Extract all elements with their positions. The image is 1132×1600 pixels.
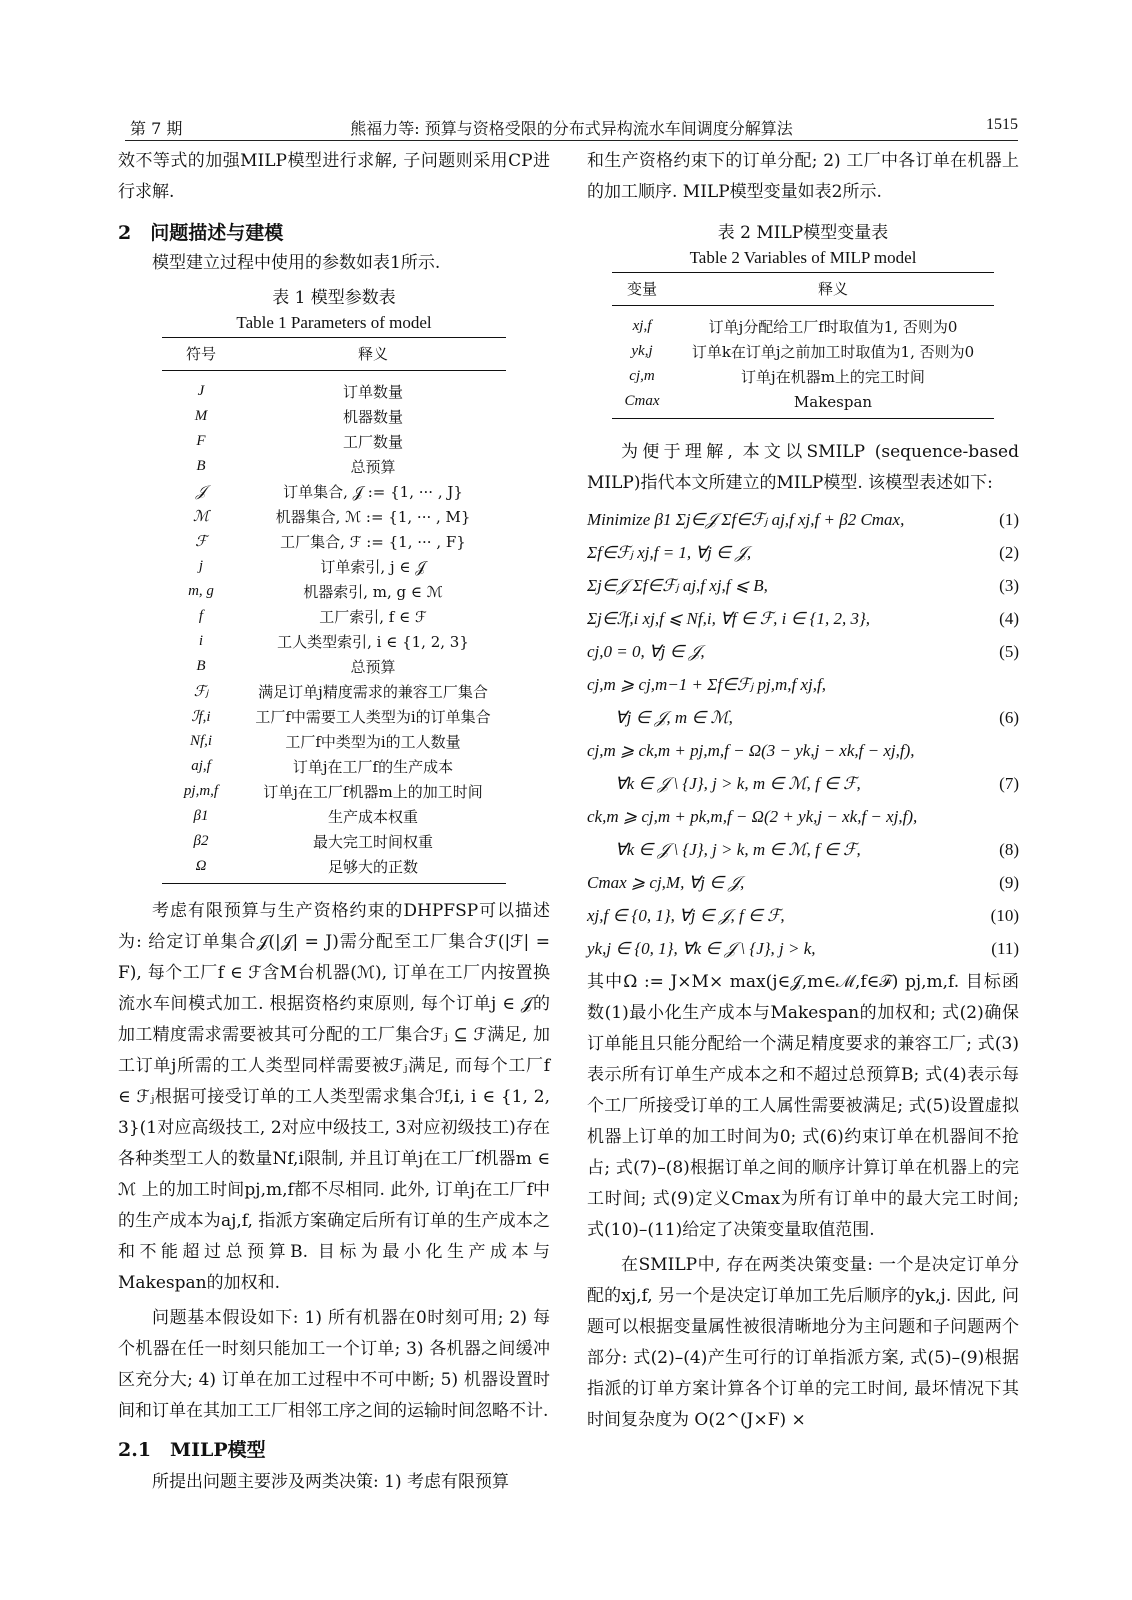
table-1-symbol-cell: F	[196, 433, 206, 449]
table-1-symbol-cell: pj,m,f	[183, 783, 219, 799]
decisions-paragraph: 所提出问题主要涉及两类决策: 1) 考虑有限预算	[152, 1472, 509, 1492]
table-1-symbol-cell: aj,f	[191, 758, 211, 774]
table-1-desc-cell: 工厂f中类型为i的工人数量	[285, 733, 461, 751]
table-1-desc-cell: 足够大的正数	[240, 854, 506, 884]
running-title: 熊福力等: 预算与资格受限的分布式异构流水车间调度分解算法	[350, 119, 793, 138]
table-row	[162, 779, 506, 804]
table-row	[162, 529, 506, 554]
table-2-caption-en: Table 2 Variables of MILP model	[689, 248, 917, 267]
equation-number: (5)	[999, 642, 1019, 661]
table-2-caption-cn: 表 2 MILP模型变量表	[717, 223, 889, 243]
table-1-symbol-cell: ℳ	[192, 509, 210, 525]
table-row	[162, 454, 506, 479]
table-row	[162, 829, 506, 854]
equation-body: cj,m ⩾ ck,m + pj,m,f − Ω(3 − yk,j − xk,f − xj,f),	[587, 741, 915, 760]
equation	[587, 635, 1019, 668]
table-row	[162, 754, 506, 779]
page-number: 1515	[986, 116, 1018, 133]
table-row	[162, 554, 506, 579]
table-2-symbol-cell: yk,j	[631, 343, 653, 359]
running-header	[125, 116, 1018, 138]
table-row	[162, 804, 506, 829]
table-1-symbol-cell: ℱ	[195, 534, 207, 550]
table-1-symbol-cell: m, g	[188, 583, 214, 599]
table-1-desc-cell: 订单数量	[342, 383, 403, 401]
table-1-header-desc: 释义	[240, 338, 506, 371]
table-2-symbol-cell: Cmax	[612, 389, 672, 419]
table-1-symbol-cell: Nf,i	[189, 733, 213, 749]
header-rule	[125, 140, 1018, 141]
table-2-header-desc: 释义	[672, 273, 994, 306]
equation	[587, 800, 1019, 833]
table-1-symbol-cell: β1	[193, 808, 209, 824]
equation-body: cj,0 = 0, ∀j ∈ 𝒥,	[587, 642, 705, 661]
table-1-symbol-cell: β2	[193, 833, 209, 849]
equation	[587, 503, 1019, 536]
decision-variables-paragraph: 在SMILP中, 存在两类决策变量: 一个是决定订单分配的xj,f, 另一个是决定订单加工先后顺序的yk,j. 因此, 问题可以根据变量属性被很清晰地分为主问题和子问题两个部分: 式(2)–(4)产生可行的订单指派方案, 式(5)–(9)根据指派的订单方案计算各个订单的完工时间, 最坏情况下其时间复杂度为 O(2^(J×F) ×	[587, 1255, 1019, 1430]
equation-body: Σj∈ℐf,i xj,f ⩽ Nf,i, ∀f ∈ ℱ, i ∈ {1, 2, 3},	[587, 609, 870, 628]
table-1	[118, 285, 550, 884]
equation-number: (3)	[999, 576, 1019, 595]
equation-number: (1)	[999, 510, 1019, 529]
table-1-desc-cell: 总预算	[350, 458, 396, 476]
table-row	[612, 306, 994, 340]
table-1-desc-cell: 工厂f中需要工人类型为i的订单集合	[255, 708, 491, 726]
table-1-desc-cell: 订单集合, 𝒥 := {1, ··· , J}	[283, 483, 463, 501]
equation-number: (7)	[999, 774, 1019, 793]
table-1-desc-cell: 机器数量	[342, 408, 403, 426]
section-2-title: 2 问题描述与建模	[118, 222, 284, 244]
table-row	[162, 854, 506, 884]
table-1-body	[162, 371, 506, 884]
equation-body: Minimize β1 Σj∈𝒥 Σf∈ℱⱼ aj,f xj,f + β2 Cmax,	[587, 510, 905, 529]
equation-body: cj,m ⩾ cj,m−1 + Σf∈ℱⱼ pj,m,f xj,f,	[587, 675, 826, 694]
table-row	[612, 364, 994, 389]
table-1-desc-cell: 订单j在工厂f机器m上的加工时间	[263, 783, 483, 801]
equation-body: ∀k ∈ 𝒥 \ {J}, j > k, m ∈ ℳ, f ∈ ℱ,	[615, 840, 861, 859]
equation	[587, 701, 1019, 734]
table-row	[612, 389, 994, 419]
equation	[587, 668, 1019, 701]
table-row	[162, 704, 506, 729]
equation-block	[587, 503, 1019, 965]
table-1-symbol-cell: J	[197, 383, 205, 399]
equation-number: (2)	[999, 543, 1019, 562]
table-1-symbol-cell: M	[194, 408, 208, 424]
equation	[587, 866, 1019, 899]
equation	[587, 602, 1019, 635]
equation	[587, 833, 1019, 866]
table-2-desc-cell: 订单k在订单j之前加工时取值为1, 否则为0	[691, 343, 975, 361]
table-1-symbol-cell: 𝒥	[195, 483, 207, 500]
equation	[587, 536, 1019, 569]
table-row	[162, 679, 506, 704]
table-1-symbol-cell: f	[198, 608, 204, 624]
table-1-desc-cell: 生产成本权重	[327, 808, 418, 826]
table-row	[162, 629, 506, 654]
equation-number: (11)	[991, 939, 1019, 958]
table-2-body	[612, 306, 994, 419]
table-row	[162, 729, 506, 754]
table-1-desc-cell: 工厂索引, f ∈ ℱ	[319, 608, 427, 626]
equation	[587, 899, 1019, 932]
equation-explanation-paragraph: 其中Ω := J×M× max(j∈𝒥,m∈ℳ,f∈ℱ) pj,m,f. 目标函数(1)最小化生产成本与Makespan的加权和; 式(2)确保订单能且只能分配给一个满足精度要求的兼容工厂; 式(3)表示所有订单生产成本之和不超过总预算B; 式(4)表示每个工厂所接受订单的工人属性需要被满足; 式(5)设置虚拟机器上订单的加工时间为0; 式(6)约束订单在机器间不抢占; 式(7)–(8)根据订单之间的顺序计算订单在机器上的完工时间; 式(9)定义Cmax为所有订单中的最大完工时间; 式(10)–(11)给定了决策变量取值范围.	[587, 972, 1019, 1240]
section-2-1-title: 2.1 MILP模型	[118, 1439, 266, 1461]
section-2-lead: 模型建立过程中使用的参数如表1所示.	[152, 253, 441, 273]
table-2-symbol-cell: cj,m	[629, 368, 655, 384]
equation-body: yk,j ∈ {0, 1}, ∀k ∈ 𝒥 \ {J}, j > k,	[587, 939, 816, 958]
table-1-symbol-cell: B	[196, 658, 206, 674]
table-row	[162, 504, 506, 529]
equation-body: ∀k ∈ 𝒥 \ {J}, j > k, m ∈ ℳ, f ∈ ℱ,	[615, 774, 861, 793]
smilp-intro-paragraph: 为便于理解, 本文以SMILP (sequence-based MILP)指代本文所建立的MILP模型. 该模型表述如下:	[587, 442, 1019, 493]
table-row	[162, 429, 506, 454]
table-row	[162, 654, 506, 679]
problem-description-paragraph: 考虑有限预算与生产资格约束的DHPFSP可以描述为: 给定订单集合𝒥(|𝒥| = J)需分配至工厂集合ℱ(|ℱ| = F), 每个工厂f ∈ ℱ含M台机器(ℳ), 订单在工厂内按置换流水车间模式加工. 根据资格约束原则, 每个订单j ∈ 𝒥的加工精度需求需要被其可分配的工厂集合ℱⱼ ⊆ ℱ满足, 加工订单j所需的工人类型同样需要被ℱⱼ满足, 而每个工厂f ∈ ℱⱼ根据可接受订单的工人类型需求集合ℐf,i, i ∈ {1, 2, 3}(1对应高级技工, 2对应中级技工, 3对应初级技工)存在各种类型工人的数量Nf,i限制, 并且订单j在工厂f机器m ∈ ℳ 上的加工时间pj,m,f都不尽相同. 此外, 订单j在工厂f中的生产成本为aj,f, 指派方案确定后所有订单的生产成本之和不能超过总预算B. 目标为最小化生产成本与Makespan的加权和.	[118, 901, 550, 1293]
table-2-desc-cell: 订单j分配给工厂f时取值为1, 否则为0	[708, 318, 958, 336]
table-1-desc-cell: 工人类型索引, i ∈ {1, 2, 3}	[277, 633, 469, 651]
table-row	[612, 339, 994, 364]
table-2-header-variable: 变量	[612, 273, 672, 306]
table-1-desc-cell: 机器集合, ℳ := {1, ··· , M}	[275, 508, 471, 526]
table-1-symbol-cell: j	[198, 558, 204, 574]
table-1-desc-cell: 工厂数量	[342, 433, 403, 451]
equation-body: ck,m ⩾ cj,m + pk,m,f − Ω(2 + yk,j − xk,f − xj,f),	[587, 807, 918, 826]
assumptions-paragraph: 问题基本假设如下: 1) 所有机器在0时刻可用; 2) 每个机器在任一时刻只能加工一个订单; 3) 各机器之间缓冲区充分大; 4) 订单在加工过程中不可中断; 5) 机器设置时间和订单在其加工工厂相邻工序之间的运输时间忽略不计.	[118, 1308, 550, 1421]
table-1-desc-cell: 满足订单j精度需求的兼容工厂集合	[258, 683, 488, 701]
table-1-desc-cell: 最大完工时间权重	[312, 833, 433, 851]
intro-paragraph: 效不等式的加强MILP模型进行求解, 子问题则采用CP进行求解.	[118, 151, 550, 202]
table-1-symbol-cell: i	[198, 633, 204, 649]
table-1-caption-cn: 表 1 模型参数表	[272, 288, 396, 308]
table-2-desc-cell: 订单j在机器m上的完工时间	[741, 368, 925, 386]
table-1-desc-cell: 机器索引, m, g ∈ ℳ	[303, 583, 443, 601]
table-1-symbol-cell: ℐf,i	[191, 709, 211, 725]
equation	[587, 767, 1019, 800]
equation	[587, 734, 1019, 767]
table-1-caption-en: Table 1 Parameters of model	[236, 313, 432, 332]
table-2-symbol-cell: xj,f	[632, 318, 652, 334]
table-1-desc-cell: 订单j在工厂f的生产成本	[292, 758, 454, 776]
table-1-symbol-cell: ℱⱼ	[193, 684, 209, 700]
equation-number: (4)	[999, 609, 1019, 628]
equation	[587, 569, 1019, 602]
right-column	[587, 146, 1019, 1436]
equation-body: xj,f ∈ {0, 1}, ∀j ∈ 𝒥, f ∈ ℱ,	[587, 906, 785, 925]
table-1-grid	[162, 337, 506, 884]
table-row	[162, 404, 506, 429]
table-row	[162, 371, 506, 405]
table-1-desc-cell: 工厂集合, ℱ := {1, ··· , F}	[280, 533, 466, 551]
table-1-desc-cell: 订单索引, j ∈ 𝒥	[320, 558, 426, 576]
equation-body: ∀j ∈ 𝒥, m ∈ ℳ,	[615, 708, 733, 727]
table-1-desc-cell: 总预算	[350, 658, 396, 676]
table-2-desc-cell: Makespan	[672, 389, 994, 419]
equation-number: (6)	[999, 708, 1019, 727]
equation-body: Σf∈ℱⱼ xj,f = 1, ∀j ∈ 𝒥,	[587, 543, 752, 562]
equation-body: Cmax ⩾ cj,M, ∀j ∈ 𝒥,	[587, 873, 745, 892]
equation-number: (8)	[999, 840, 1019, 859]
table-2	[587, 220, 1019, 419]
table-row	[162, 604, 506, 629]
equation-body: Σj∈𝒥 Σf∈ℱⱼ aj,f xj,f ⩽ B,	[587, 576, 768, 595]
left-column	[118, 146, 550, 1498]
equation-number: (10)	[990, 906, 1019, 925]
table-2-grid	[612, 272, 994, 419]
equation-number: (9)	[999, 873, 1019, 892]
issue-number: 第 7 期	[130, 119, 183, 138]
continuation-paragraph: 和生产资格约束下的订单分配; 2) 工厂中各订单在机器上的加工顺序. MILP模型变量如表2所示.	[587, 151, 1019, 202]
table-1-header-symbol: 符号	[162, 338, 240, 371]
table-row	[162, 579, 506, 604]
table-1-symbol-cell: Ω	[162, 854, 240, 884]
equation	[587, 932, 1019, 965]
table-row	[162, 479, 506, 504]
table-1-symbol-cell: B	[196, 458, 206, 474]
